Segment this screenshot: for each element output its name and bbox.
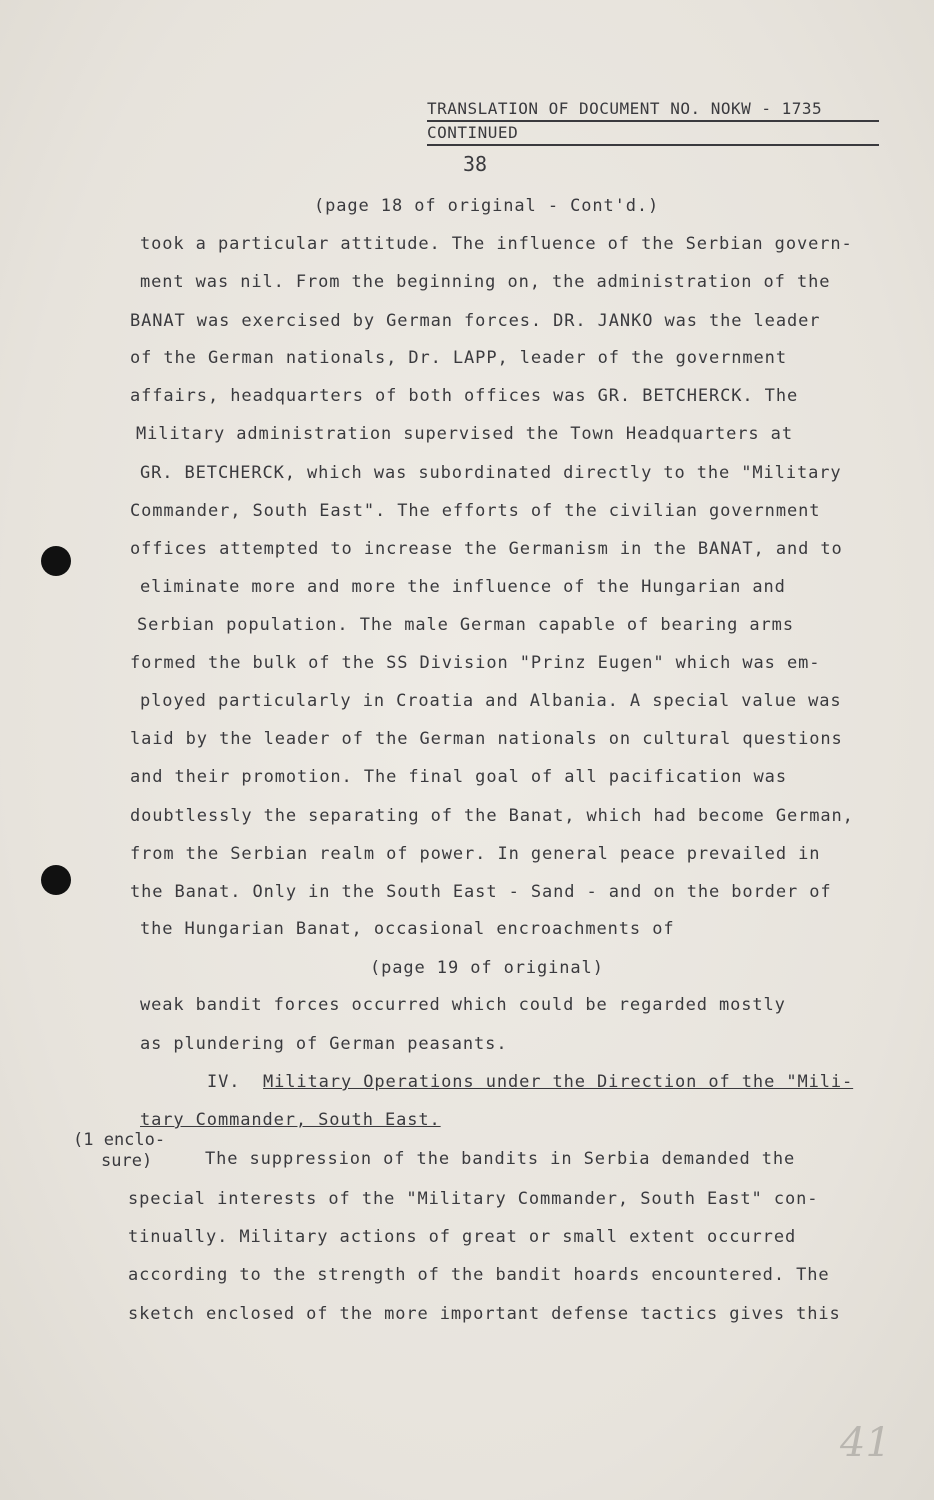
text-line: laid by the leader of the German nationals on cultural questions xyxy=(130,729,843,749)
text-line: sketch enclosed of the more important defense tactics gives this xyxy=(128,1304,841,1324)
section-number: IV. xyxy=(207,1072,241,1092)
text-line: Commander, South East". The efforts of the civilian government xyxy=(130,501,821,521)
text-line: Military administration supervised the Town Headquarters at xyxy=(136,424,793,444)
page-ref-19: (page 19 of original) xyxy=(370,958,604,978)
text-line: tinually. Military actions of great or small extent occurred xyxy=(128,1227,797,1247)
text-line: doubtlessly the separating of the Banat, which had become German, xyxy=(130,806,854,826)
text-line: took a particular attitude. The influence of the Serbian govern- xyxy=(140,234,853,254)
page-ref-18: (page 18 of original - Cont'd.) xyxy=(314,196,660,216)
text-line: the Banat. Only in the South East - Sand - and on the border of xyxy=(130,882,832,902)
text-line: The suppression of the bandits in Serbia demanded the xyxy=(205,1149,796,1169)
text-line: ployed particularly in Croatia and Albania. A special value was xyxy=(140,691,842,711)
text-line: and their promotion. The final goal of all pacification was xyxy=(130,767,787,787)
document-header xyxy=(427,98,879,146)
handwritten-page-number: 41 xyxy=(840,1420,891,1466)
text-line: the Hungarian Banat, occasional encroachments of xyxy=(140,919,675,939)
margin-note: (1 enclo- sure) xyxy=(73,1130,166,1171)
section-heading-cont: tary Commander, South East. xyxy=(140,1110,441,1130)
header-title: TRANSLATION OF DOCUMENT NO. NOKW - 1735 xyxy=(427,98,879,122)
text-line: from the Serbian realm of power. In general peace prevailed in xyxy=(130,844,821,864)
header-continued: CONTINUED xyxy=(427,122,879,146)
text-line: affairs, headquarters of both offices was GR. BETCHERCK. The xyxy=(130,386,799,406)
text-line: ment was nil. From the beginning on, the administration of the xyxy=(140,272,831,292)
text-line: as plundering of German peasants. xyxy=(140,1034,508,1054)
text-line: special interests of the "Military Commander, South East" con- xyxy=(128,1189,819,1209)
text-line: eliminate more and more the influence of the Hungarian and xyxy=(140,577,786,597)
text-line: Serbian population. The male German capable of bearing arms xyxy=(137,615,794,635)
section-heading: Military Operations under the Direction of the "Mili- xyxy=(263,1072,854,1092)
page-number: 38 xyxy=(463,152,488,176)
punch-hole-bottom xyxy=(41,865,71,895)
text-line: BANAT was exercised by German forces. DR. JANKO was the leader xyxy=(130,311,821,331)
text-line: of the German nationals, Dr. LAPP, leader of the government xyxy=(130,348,787,368)
text-line: formed the bulk of the SS Division "Prinz Eugen" which was em- xyxy=(130,653,821,673)
text-line: according to the strength of the bandit hoards encountered. The xyxy=(128,1265,830,1285)
text-line: GR. BETCHERCK, which was subordinated directly to the "Military xyxy=(140,463,842,483)
text-line: weak bandit forces occurred which could be regarded mostly xyxy=(140,995,786,1015)
punch-hole-top xyxy=(41,546,71,576)
text-line: offices attempted to increase the Germanism in the BANAT, and to xyxy=(130,539,843,559)
